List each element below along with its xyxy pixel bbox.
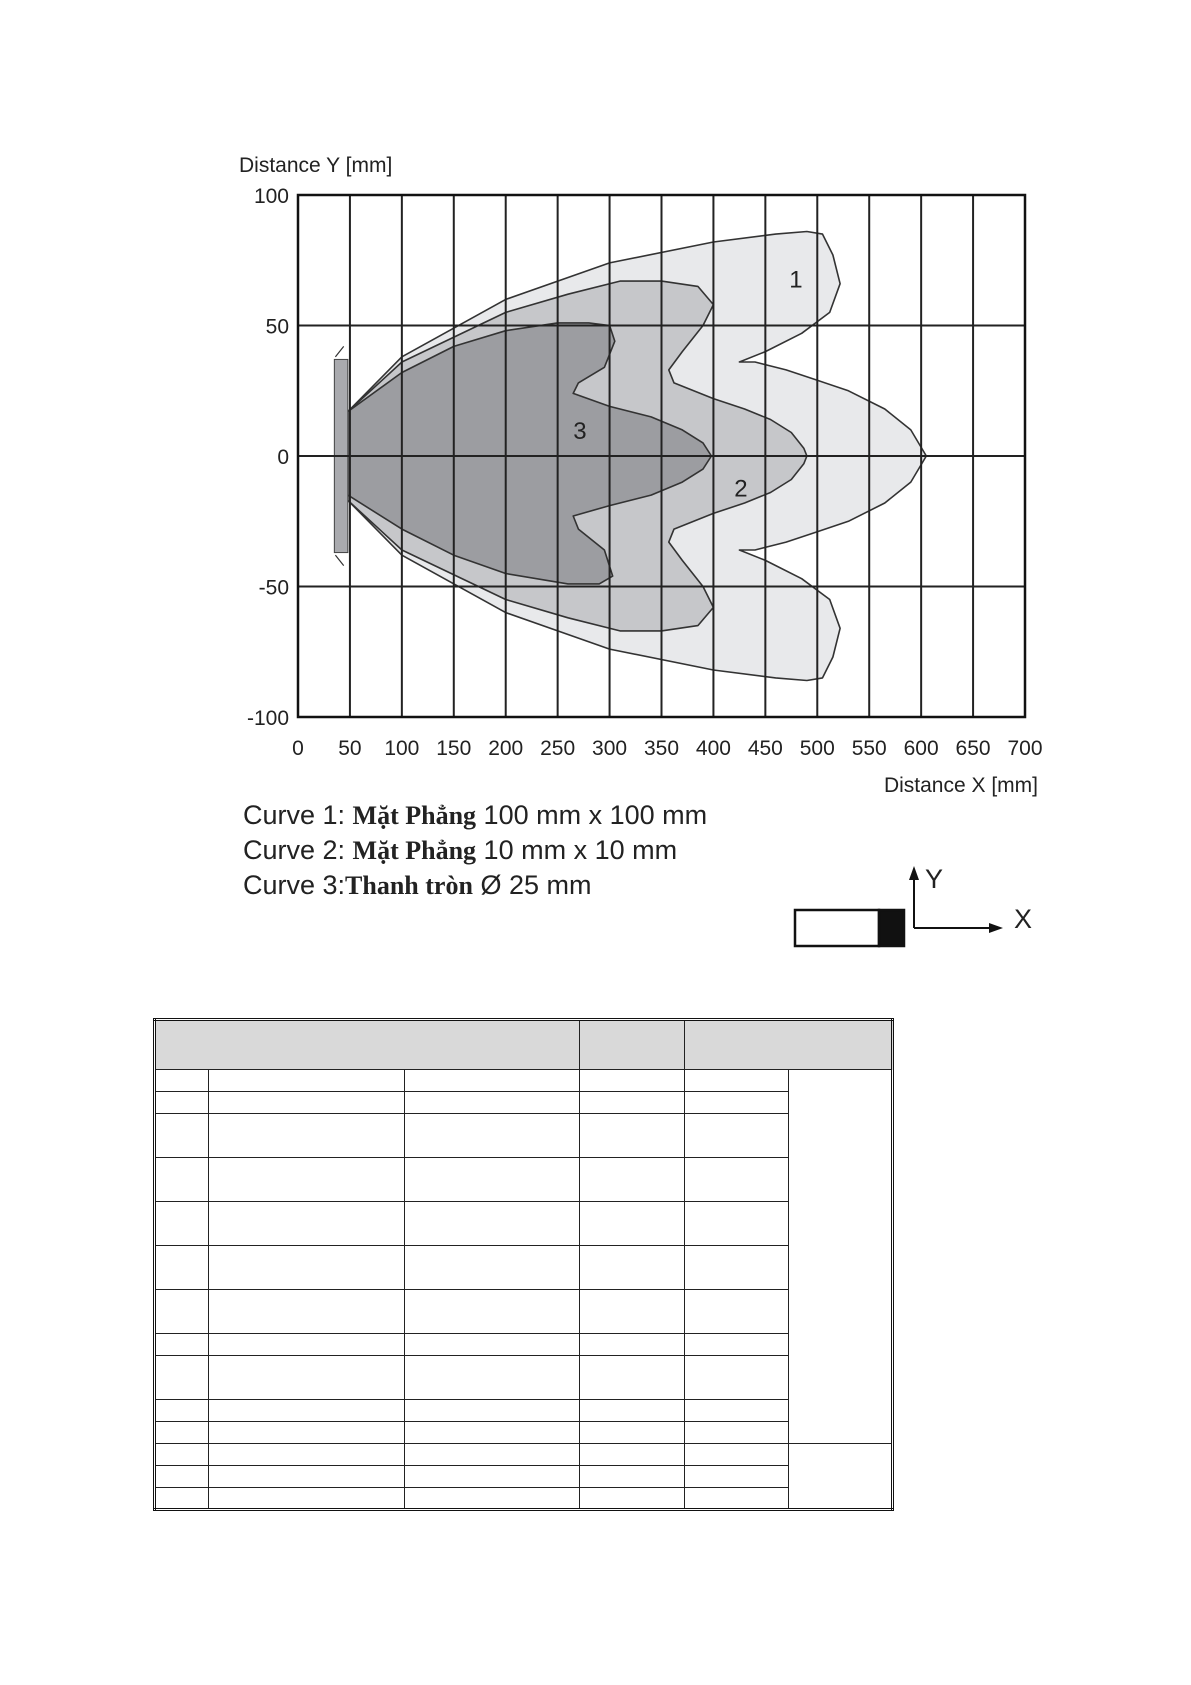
table-row (155, 1422, 893, 1444)
x-tick-label: 350 (643, 737, 680, 760)
orientation-y-label: Y (925, 864, 944, 894)
legend-curve-3-size: Ø 25 mm (472, 870, 592, 900)
x-tick-label: 600 (903, 737, 939, 760)
x-tick-label: 250 (540, 737, 576, 760)
x-tick-label: 100 (384, 737, 420, 760)
legend-curve-3 (243, 870, 591, 901)
y-tick-label: 0 (277, 446, 289, 469)
y-axis-title: Distance Y [mm] (239, 154, 393, 177)
table-row (155, 1488, 893, 1510)
y-tick-label: -50 (258, 576, 289, 600)
legend-curve-1 (243, 800, 707, 831)
x-tick-label: 650 (955, 737, 991, 760)
table-row (155, 1466, 893, 1488)
curve-2-label: 2 (734, 475, 748, 503)
table-row (155, 1202, 893, 1246)
legend-curve-1-prefix: Curve 1: (243, 800, 353, 830)
table-header-cell (580, 1020, 685, 1070)
table-row (155, 1114, 893, 1158)
legend-curve-2 (243, 835, 677, 866)
x-tick-label: 550 (851, 737, 887, 760)
table-header-cell (155, 1020, 580, 1070)
table-row (155, 1158, 893, 1202)
x-tick-label: 50 (338, 737, 362, 760)
sensor-head (879, 910, 904, 946)
x-arrowhead-icon (989, 923, 1003, 933)
x-tick-label: 0 (292, 737, 304, 760)
table-row (155, 1092, 893, 1114)
plot-area (298, 195, 1025, 717)
table-row (155, 1356, 893, 1400)
y-tick-label: -100 (246, 707, 289, 730)
x-axis-title: Distance X [mm] (883, 774, 1038, 797)
y-tick-label: 50 (265, 315, 289, 339)
table-row (155, 1290, 893, 1334)
curve-1-label: 1 (789, 266, 803, 294)
legend-curve-1-size: 100 mm x 100 mm (476, 800, 708, 830)
x-tick-label: 150 (436, 737, 472, 760)
legend-curve-2-prefix: Curve 2: (243, 835, 353, 865)
table-row (155, 1444, 893, 1466)
table-row (155, 1334, 893, 1356)
x-tick-label: 700 (1007, 737, 1043, 760)
x-tick-label: 450 (747, 737, 783, 760)
table-header-cell (685, 1020, 893, 1070)
table-row (155, 1400, 893, 1422)
sensor-body (795, 910, 879, 946)
legend-curve-3-material: Thanh tròn (345, 871, 473, 900)
orientation-diagram (795, 864, 1032, 946)
y-tick-label: 100 (253, 185, 289, 208)
legend-curve-3-prefix: Curve 3: (243, 870, 346, 900)
table-row (155, 1246, 893, 1290)
curve-3-label: 3 (573, 417, 587, 445)
x-tick-label: 200 (488, 737, 524, 760)
legend-curve-2-size: 10 mm x 10 mm (476, 835, 678, 865)
x-tick-label: 400 (695, 737, 731, 760)
merged-cell (789, 1070, 893, 1444)
table-header-row (155, 1020, 893, 1070)
x-tick-label: 300 (592, 737, 628, 760)
legend-curve-2-material: Mặt Phẳng (352, 836, 477, 865)
specs-table (153, 1018, 894, 1511)
x-tick-label: 500 (799, 737, 835, 760)
orientation-x-label: X (1014, 904, 1033, 934)
legend-curve-1-material: Mặt Phẳng (352, 801, 477, 830)
table-row (155, 1070, 893, 1092)
y-arrowhead-icon (909, 866, 919, 880)
merged-cell (789, 1444, 893, 1510)
